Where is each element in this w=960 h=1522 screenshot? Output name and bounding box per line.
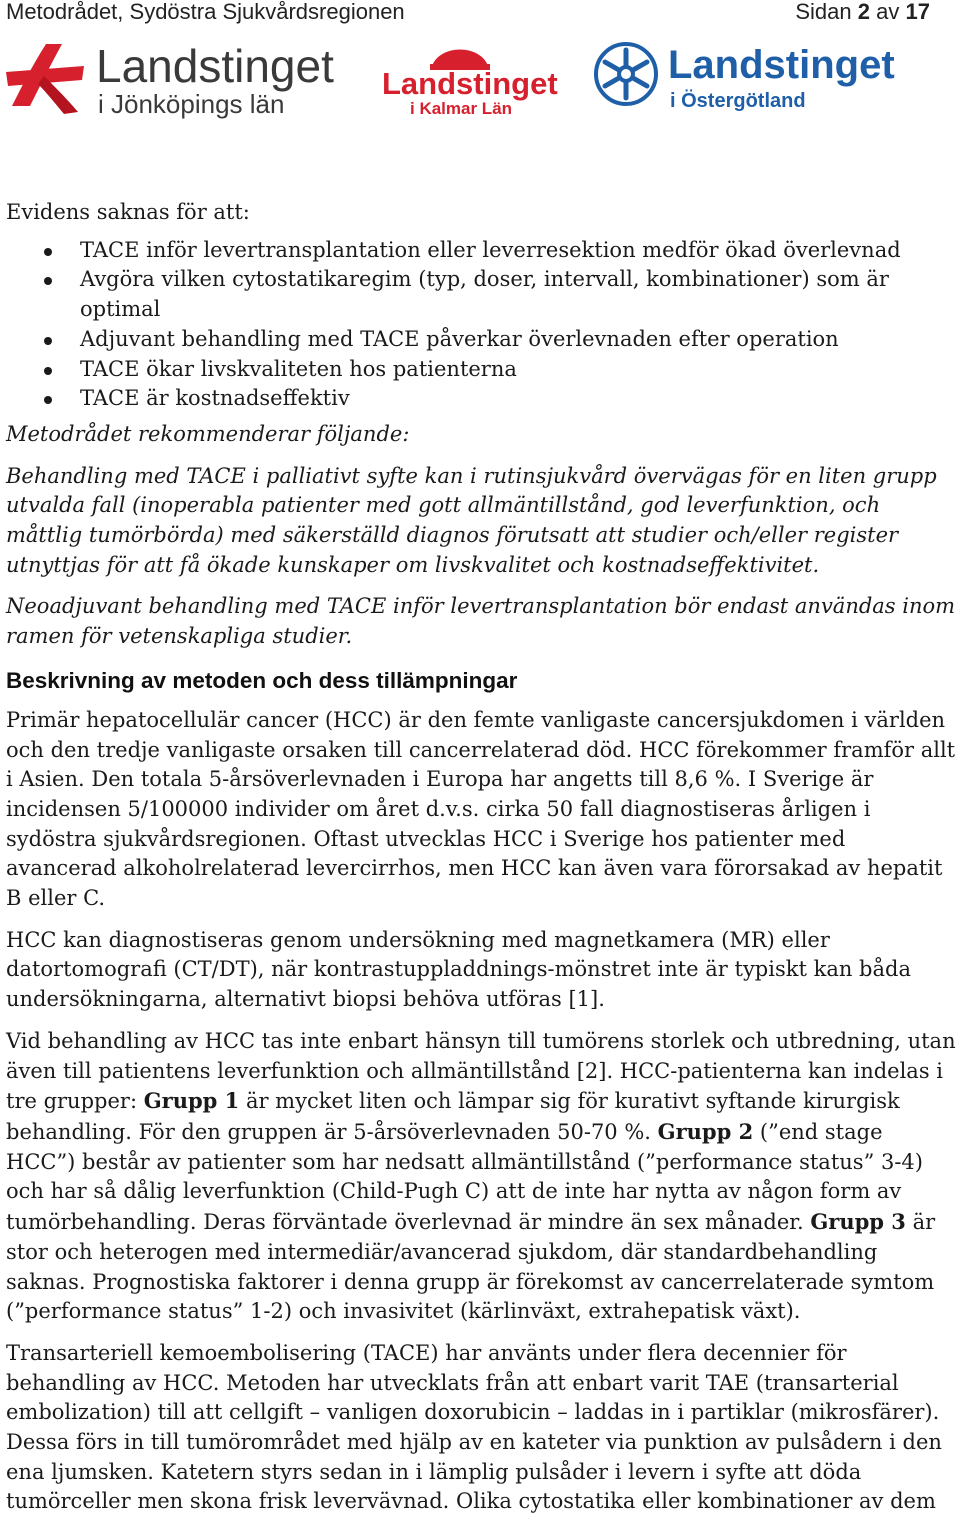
list-item: TACE inför levertransplantation eller leverresektion medför ökad överlevnad bbox=[6, 236, 956, 266]
group-2-label: Grupp 2 bbox=[657, 1118, 754, 1144]
paragraph-text: Vid behandling av HCC tas inte enbart hänsyn till tumörens storlek och utbredning, utan även till patientens leverfunktion och allmäntillstånd [2]. HCC-patienterna kan indelas i tre grupper: bbox=[6, 1028, 956, 1114]
list-item: Adjuvant behandling med TACE påverkar överlevnaden efter operation bbox=[6, 325, 956, 355]
group-3-label: Grupp 3 bbox=[810, 1209, 906, 1235]
document-body bbox=[6, 198, 956, 1517]
section-paragraph-4: Transarteriell kemoembolisering (TACE) har använts under flera decennier för behandling av HCC. Metoden har utvecklats från att enbart varit TAE (transarterial embolization) till att cellgift – vanligen doxorubicin – laddas in i partiklar (mikrosfärer). Dessa förs in till tumörområdet med hjälp av en kateter via punktion av pulsådern i den ena ljumsken. Katetern styrs sedan in i lämplig pulsåder i levern i syfte att döda tumörceller men skona frisk levervävnad. Olika cytostatika eller kombinationer av dem bbox=[6, 1340, 942, 1514]
page-number bbox=[795, 0, 930, 25]
recommendation-paragraph-1: Behandling med TACE i palliativt syfte kan i rutinsjukvård övervägas för en liten grupp utvalda fall (inoperabla patienter med gott allmäntillstånd, god leverfunktion, och måttlig tumörbörda) med säkerställd diagnos förutsatt att studier och/eller register utnyttjas för att få ökade kunskaper om livskvalitet och kostnadseffektivitet. bbox=[6, 463, 937, 577]
section-paragraph-2: HCC kan diagnostiseras genom undersökning med magnetkamera (MR) eller datortomografi (CT/DT), när kontrastuppladdnings-mönstret inte är typiskt kan båda undersökningarna, alternativt biopsi behöva utföras [1]. bbox=[6, 927, 911, 1012]
paragraph-text: är mycket liten och lämpar sig för kurativt syftande kirurgisk behandling. För den gruppen är 5-årsöverlevnaden 50-70 %. bbox=[6, 1089, 900, 1144]
group-1-label: Grupp 1 bbox=[143, 1088, 240, 1114]
list-item: TACE ökar livskvaliteten hos patienterna bbox=[6, 355, 956, 385]
logo-jonkoping bbox=[4, 36, 344, 119]
page-current: 2 bbox=[857, 0, 871, 24]
logo-ostergotland bbox=[590, 34, 910, 118]
logo-jonkoping-line1: Landstinget bbox=[96, 40, 334, 92]
page-total: 17 bbox=[905, 0, 930, 24]
section-paragraph-1: Primär hepatocellulär cancer (HCC) är den femte vanligaste cancersjukdomen i världen och den tredje vanligaste orsaken till cancerrelaterad död. HCC förekommer framför allt i Asien. Den totala 5-årsöverlevnaden i Europa har angetts till 8,6 %. I Sverige är incidensen 5/100000 individer om året d.v.s. cirka 50 fall diagnostiseras årligen i sydöstra sjukvårdsregionen. Oftast utvecklas HCC i Sverige hos patienter med avancerad alkoholrelaterad levercirrhos, men HCC kan även vara förorsakad av hepatit B eller C. bbox=[6, 707, 956, 911]
logo-kalmar bbox=[380, 38, 558, 118]
snowflake-icon bbox=[596, 44, 656, 104]
logo-ostergotland-line2: i Östergötland bbox=[670, 90, 806, 112]
page-prefix: Sidan bbox=[795, 0, 852, 24]
logo-bar bbox=[0, 30, 960, 120]
red-ribbon-icon bbox=[6, 44, 84, 114]
evidence-heading: Evidens saknas för att: bbox=[6, 200, 250, 224]
organization-name: Metodrådet, Sydöstra Sjukvårdsregionen bbox=[6, 0, 405, 24]
paragraph-text: är stor och heterogen med intermediär/avancerad sjukdom, där standardbehandling saknas. Prognostiska faktorer i denna grupp är förekomst av cancerrelaterade symtom (”performance status” 1-2) och invasivitet (kärlinväxt, extrahepatisk växt). bbox=[6, 1210, 936, 1324]
page-header bbox=[6, 0, 930, 25]
page-separator: av bbox=[876, 0, 900, 24]
logo-jonkoping-line2: i Jönköpings län bbox=[98, 89, 285, 119]
logo-kalmar-line2: i Kalmar Län bbox=[410, 99, 513, 118]
evidence-list bbox=[6, 236, 956, 414]
recommendation-heading: Metodrådet rekommenderar följande: bbox=[6, 421, 410, 446]
section-paragraph-3 bbox=[6, 1027, 956, 1327]
list-item: Avgöra vilken cytostatikaregim (typ, doser, intervall, kombinationer) som är optimal bbox=[6, 265, 956, 324]
list-item: TACE är kostnadseffektiv bbox=[6, 384, 956, 414]
paragraph-text: (”end stage HCC”) består av patienter som har nedsatt allmäntillstånd (”performance status” 3-4) och har så dålig leverfunktion (Child-Pugh C) att de inte har nytta av någon form av tumörbehandling. Deras förväntade överlevnad är mindre än sex månader. bbox=[6, 1119, 923, 1235]
recommendation-paragraph-2: Neoadjuvant behandling med TACE inför levertransplantation bör endast användas inom ramen för vetenskapliga studier. bbox=[6, 594, 956, 649]
section-heading: Beskrivning av metoden och dess tillämpningar bbox=[6, 667, 518, 693]
logo-kalmar-line1: Landstinget bbox=[382, 66, 558, 101]
logo-ostergotland-line1: Landstinget bbox=[668, 43, 895, 87]
